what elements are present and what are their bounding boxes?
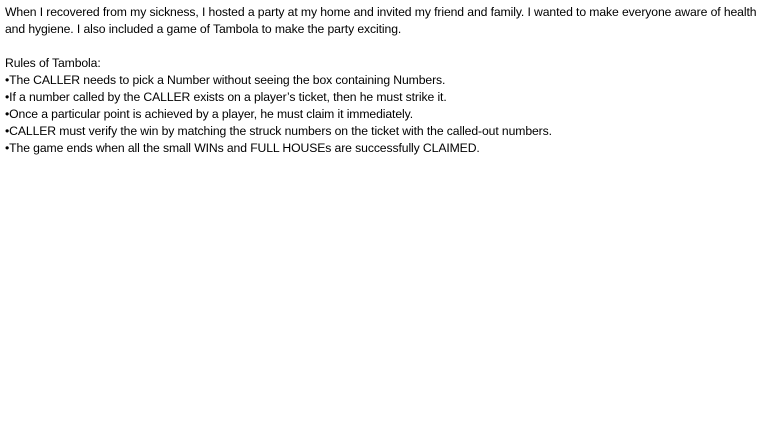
paragraph-spacer [5,38,763,55]
bullet: • [5,107,10,121]
rule-text: The CALLER needs to pick a Number without seeing the box containing Numbers. [9,73,446,87]
bullet: • [5,73,10,87]
intro-paragraph: When I recovered from my sickness, I hosted a party at my home and invited my friend and family. I wanted to make everyone aware of health and hygiene. I also included a game of Tambola to make the party exciting. [5,5,757,36]
rule-text: The game ends when all the small WINs and FULL HOUSEs are successfully CLAIMED. [9,141,480,155]
rule-item [5,140,763,157]
rule-text: If a number called by the CALLER exists on a player’s ticket, then he must strike it. [9,90,447,104]
rules-list [5,72,763,157]
bullet: • [5,124,10,138]
rules-heading: Rules of Tambola: [5,56,101,70]
rule-item [5,123,763,140]
rule-item [5,106,763,123]
bullet: • [5,141,10,155]
bullet: • [5,90,10,104]
rule-text: Once a particular point is achieved by a player, he must claim it immediately. [9,107,413,121]
rule-item [5,89,763,106]
document-body [5,4,763,157]
rule-text: CALLER must verify the win by matching the struck numbers on the ticket with the called-out numbers. [9,124,552,138]
rule-item [5,72,763,89]
